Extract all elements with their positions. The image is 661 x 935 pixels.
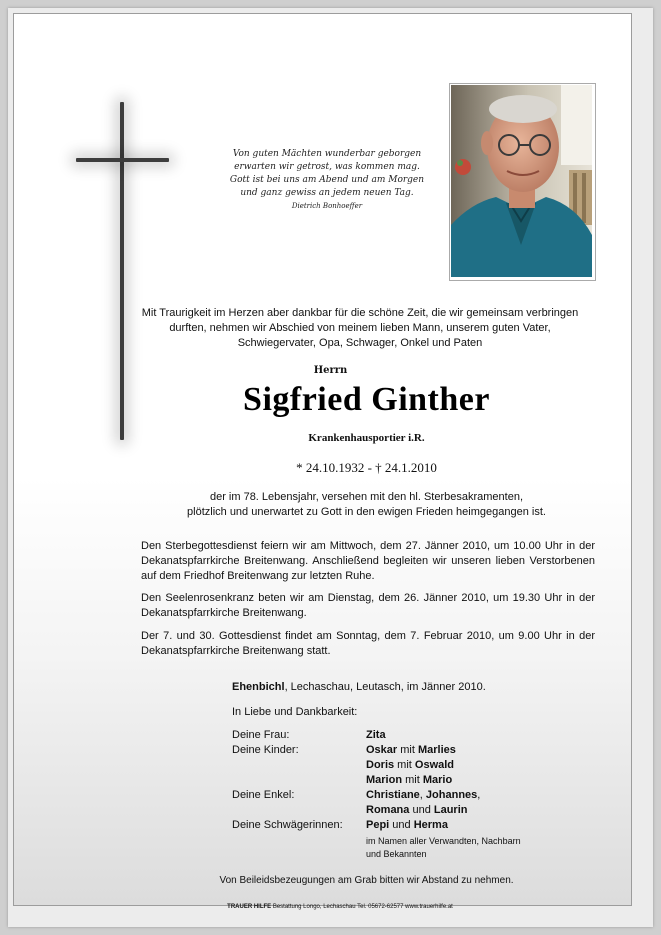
mourner-label: Deine Enkel: — [232, 789, 295, 801]
mourner-joiner: und — [409, 804, 434, 816]
mourner-joiner: , — [477, 789, 481, 801]
bonhoeffer-quote — [218, 148, 436, 212]
place-date — [232, 681, 486, 693]
memorial-mass-paragraph: Der 7. und 30. Gottesdienst findet am Sonntag, dem 7. Februar 2010, um 9.00 Uhr in der Dekanatspfarrkirche Breitenwang statt. — [141, 630, 595, 657]
life-dates: * 24.10.1932 - † 24.1.2010 — [296, 460, 437, 475]
mourner-joiner: mit — [394, 759, 415, 771]
mourner-name: Mario — [422, 774, 453, 786]
mourner-row-children — [232, 743, 521, 788]
mourner-name: Laurin — [433, 804, 468, 816]
mourner-name: Romana — [366, 804, 410, 816]
mourner-row-grandchildren — [232, 788, 521, 818]
funeral-service-paragraph: Den Sterbegottesdienst feiern wir am Mittwoch, dem 27. Jänner 2010, um 10.00 Uhr in der Dekanatspfarrkirche Breitenwang. Anschließend begleiten wir unseren lieben Verstorbenen auf dem Friedhof Breitenwang zur letzten Ruhe. — [141, 540, 595, 582]
mourner-label: Deine Schwägerinnen: — [232, 819, 343, 831]
passing-line: plötzlich und unerwartet zu Gott in den ewigen Frieden heimgegangen ist. — [187, 506, 546, 518]
deceased-name: Sigfried Ginther — [243, 381, 490, 418]
intro-text: Mit Traurigkeit im Herzen aber dankbar für die schöne Zeit, die wir gemeinsam verbringen durften, nehmen wir Abschied von meinem lieben Mann, unserem guten Vater, Schwiegervater, Opa, Schwager, Onkel und Paten — [141, 307, 579, 349]
mourner-name: Christiane — [366, 789, 420, 801]
condolence-request: Von Beileidsbezeugungen am Grab bitten wir Abstand zu nehmen. — [219, 875, 514, 886]
mourner-joiner: und — [389, 819, 414, 831]
funeral-home-imprint — [0, 904, 661, 910]
mourner-name: Marlies — [417, 744, 456, 756]
mourner-note — [366, 835, 521, 861]
note-line: im Namen aller Verwandten, Nachbarn — [366, 836, 521, 846]
salutation: Herrn — [313, 365, 348, 376]
imprint-details: Bestattung Longo, Lechaschau Tel. 05672-62577 www.trauerhilfe.at — [271, 904, 453, 910]
imprint-brand: TRAUER HILFE — [227, 904, 272, 910]
mourner-name: Herma — [413, 819, 448, 831]
mourner-name: Oskar — [366, 744, 398, 756]
mourner-label: Deine Frau: — [232, 729, 290, 741]
mourner-name: Marion — [366, 774, 403, 786]
place-rest: , Lechaschau, Leutasch, im Jänner 2010. — [284, 681, 486, 693]
note-line: und Bekannten — [366, 849, 427, 859]
passing-text — [0, 490, 661, 520]
mourner-name: Oswald — [414, 759, 455, 771]
in-love-line: In Liebe und Dankbarkeit: — [232, 706, 358, 718]
quote-line: und ganz gewiss an jedem neuen Tag. — [240, 188, 414, 198]
quote-line: Von guten Mächten wunderbar geborgen — [232, 149, 422, 159]
mourner-name: Pepi — [366, 819, 390, 831]
mourner-joiner: , — [419, 789, 426, 801]
passing-line: der im 78. Lebensjahr, versehen mit den hl. Sterbesakramenten, — [209, 491, 524, 503]
mourner-row-wife — [232, 728, 521, 743]
mourner-label: Deine Kinder: — [232, 744, 299, 756]
rosary-paragraph: Den Seelenrosenkranz beten wir am Dienstag, dem 26. Jänner 2010, um 19.30 Uhr in der Dekanatspfarrkirche Breitenwang. — [141, 592, 595, 619]
portrait-photo — [449, 83, 596, 281]
place-bold: Ehenbichl — [232, 681, 285, 693]
cross-bar — [76, 158, 169, 162]
mourners-list — [232, 728, 521, 861]
mourner-name: Zita — [366, 729, 386, 741]
occupation: Krankenhausportier i.R. — [308, 432, 425, 444]
mourner-joiner: mit — [402, 774, 423, 786]
mourner-name: Doris — [366, 759, 395, 771]
mourner-row-inlaws — [232, 818, 521, 861]
quote-line: erwarten wir getrost, was kommen mag. — [234, 162, 420, 172]
quote-author: Dietrich Bonhoeffer — [291, 202, 363, 210]
quote-line: Gott ist bei uns am Abend und am Morgen — [229, 175, 425, 185]
mourner-name: Johannes — [425, 789, 478, 801]
mourner-joiner: mit — [397, 744, 418, 756]
